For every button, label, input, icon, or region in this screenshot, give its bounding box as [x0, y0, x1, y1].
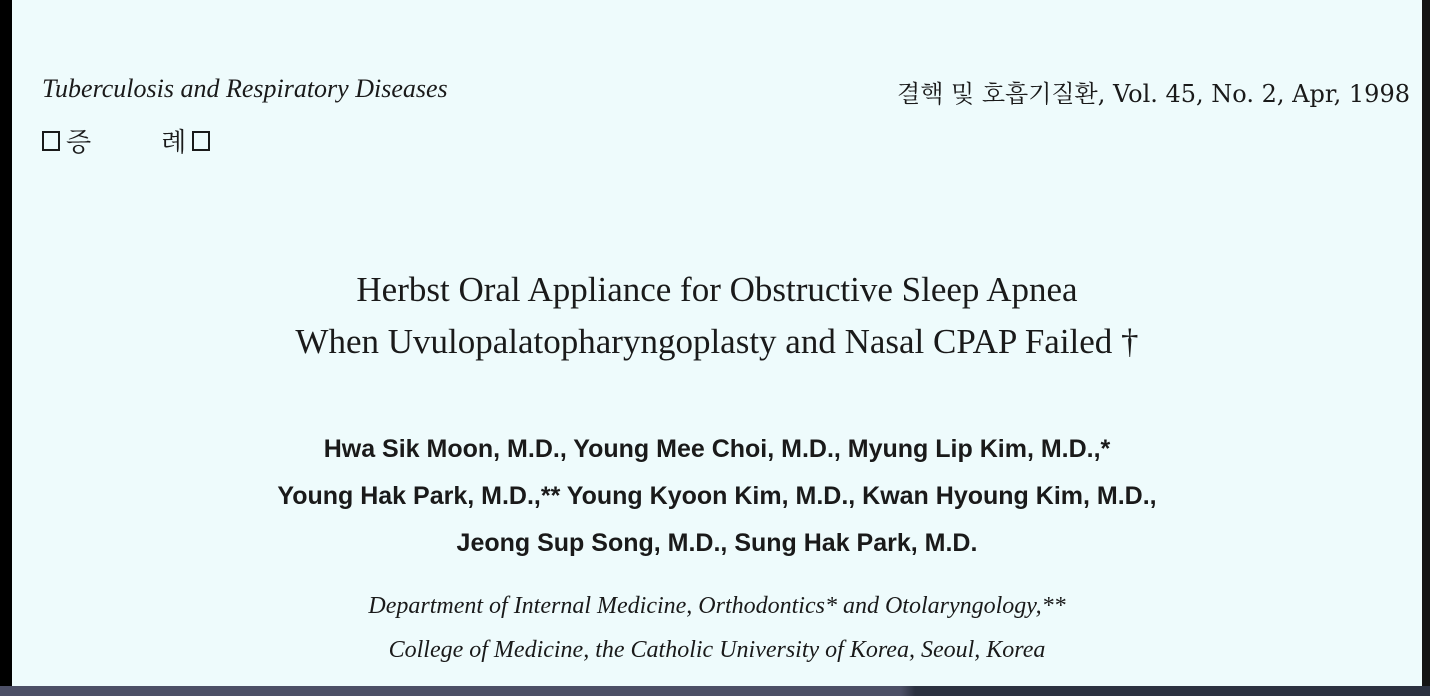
- section-label: [42, 122, 210, 159]
- bottom-bar: [0, 686, 1430, 696]
- paper-title: [12, 264, 1422, 368]
- title-line-2: When Uvulopalatopharyngoplasty and Nasal CPAP Failed †: [295, 322, 1139, 361]
- paper-page: [12, 0, 1422, 686]
- affiliation: [12, 584, 1422, 672]
- box-icon: [192, 131, 210, 151]
- section-label-char-2: 례: [161, 128, 187, 158]
- author-line-2: Young Hak Park, M.D.,** Young Kyoon Kim, M.D., Kwan Hyoung Kim, M.D.,: [277, 482, 1157, 510]
- author-line-3: Jeong Sup Song, M.D., Sung Hak Park, M.D.: [456, 529, 978, 557]
- title-line-1: Herbst Oral Appliance for Obstructive Sleep Apnea: [356, 270, 1078, 309]
- author-line-1: Hwa Sik Moon, M.D., Young Mee Choi, M.D., Myung Lip Kim, M.D.,*: [323, 435, 1111, 463]
- journal-name: Tuberculosis and Respiratory Diseases: [42, 74, 448, 103]
- section-label-char-1: 증: [66, 128, 92, 158]
- box-icon: [42, 131, 60, 151]
- affiliation-line-1: Department of Internal Medicine, Orthodontics* and Otolaryngology,**: [368, 593, 1066, 619]
- author-list: [12, 426, 1422, 567]
- journal-reference: 결핵 및 호흡기질환, Vol. 45, No. 2, Apr, 1998: [897, 80, 1410, 108]
- affiliation-line-2: College of Medicine, the Catholic University of Korea, Seoul, Korea: [388, 637, 1046, 663]
- window-edge: [1422, 0, 1430, 686]
